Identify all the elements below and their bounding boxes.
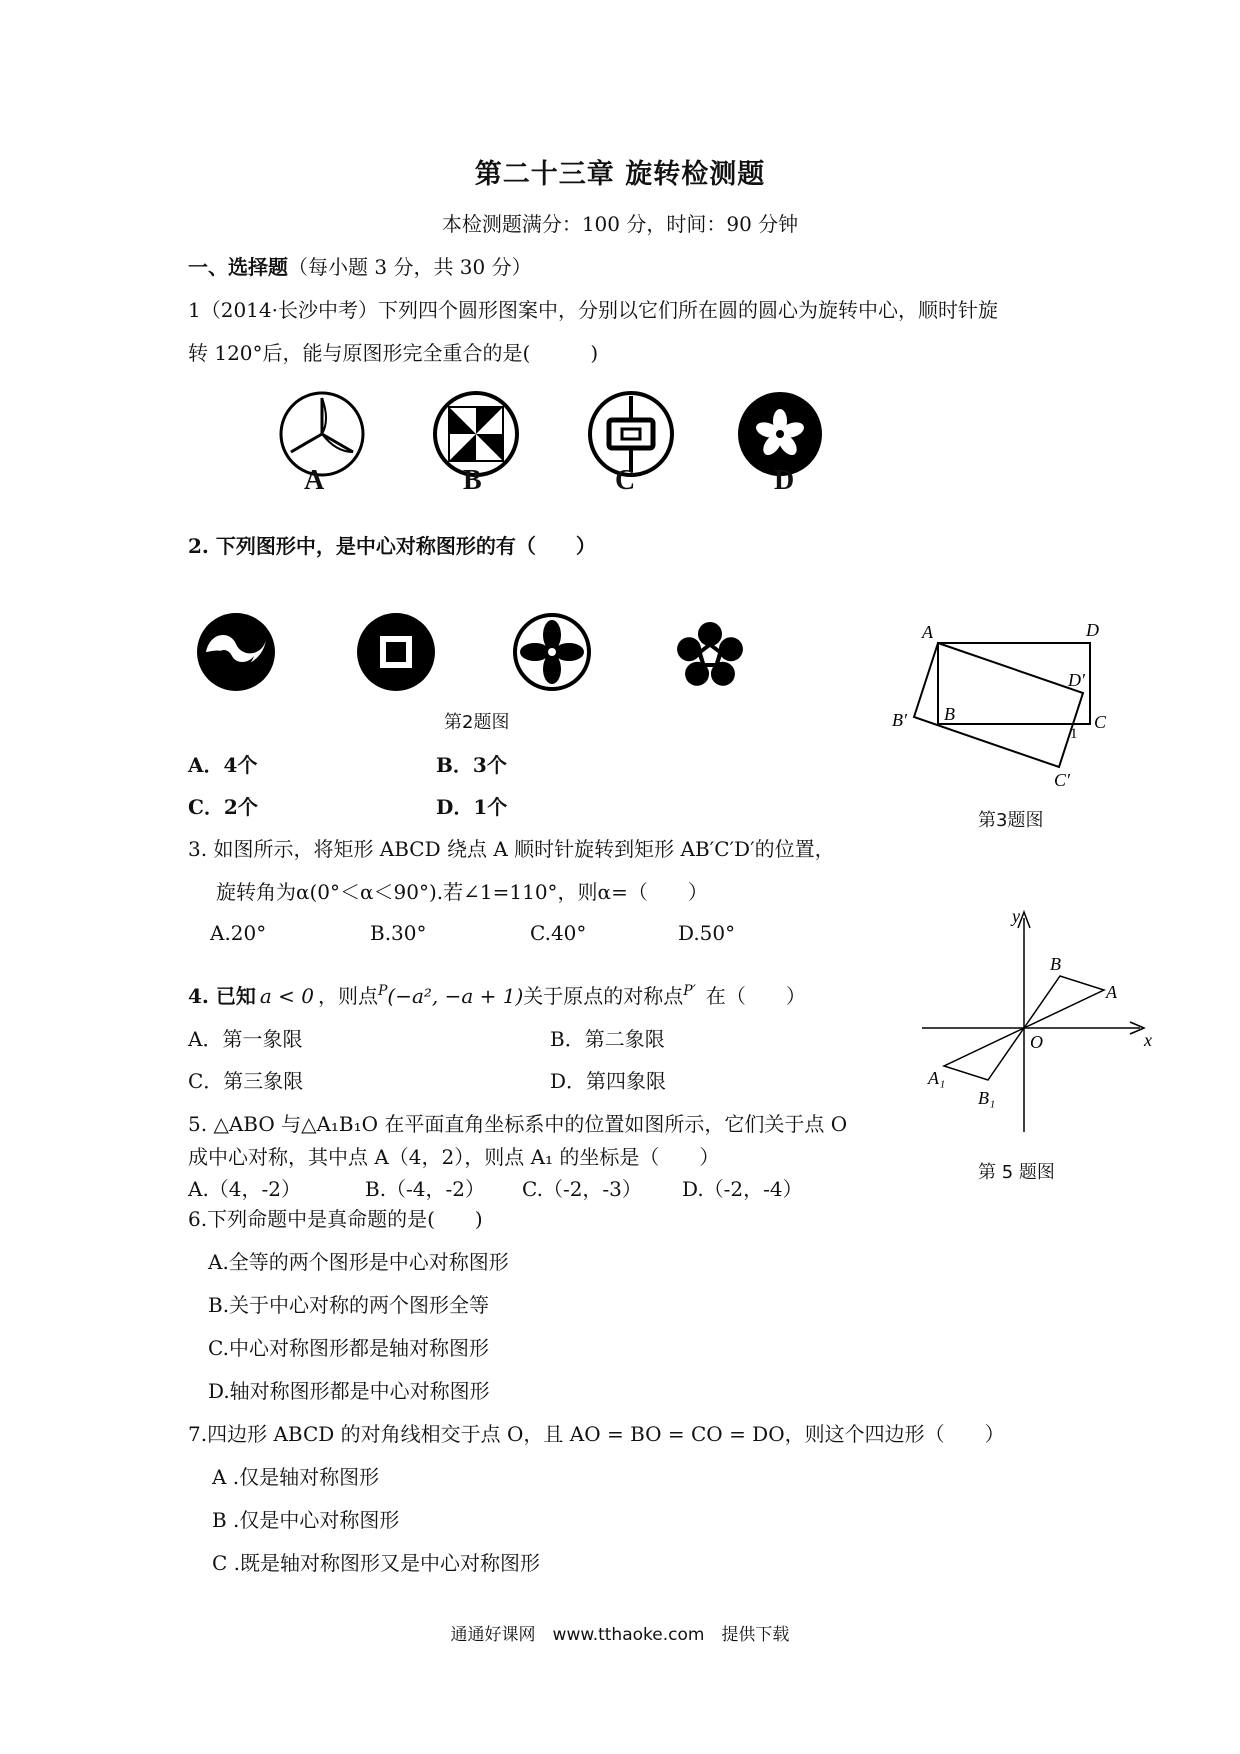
q2-stem: 2. 下列图形中，是中心对称图形的有（ ） — [188, 534, 596, 558]
q1-label-c: C — [615, 465, 636, 496]
q4-condition: a < 0 — [259, 984, 314, 1008]
q2-option-a: A．4个 — [188, 753, 258, 777]
q2-figure-3 — [512, 612, 592, 692]
q1-line1: 1（2014·长沙中考）下列四个圆形图案中，分别以它们所在圆的圆心为旋转中心，顺时针旋 — [188, 298, 998, 322]
q2-figure-2 — [356, 612, 436, 692]
q5-label-y: y — [1012, 906, 1020, 926]
q5-line2: 成中心对称，其中点 A（4，2），则点 A₁ 的坐标是（ ） — [188, 1145, 720, 1169]
q6-stem: 6.下列命题中是真命题的是( ) — [188, 1207, 483, 1231]
page-subtitle: 本检测题满分：100 分，时间：90 分钟 — [441, 212, 799, 236]
q7-option-b: B .仅是中心对称图形 — [212, 1508, 400, 1532]
q1-label-a: A — [304, 465, 325, 496]
q4-stem-a: 4. 已知 — [188, 984, 256, 1008]
q5-label-o: O — [1030, 1032, 1043, 1052]
q4-option-c: C．第三象限 — [188, 1069, 304, 1093]
q5-label-b1: B₁ — [978, 1088, 996, 1108]
q4-option-d: D．第四象限 — [550, 1069, 667, 1093]
section-heading-note: （每小题 3 分，共 30 分） — [288, 255, 532, 279]
page-footer: 通通好课网 www.tthaoke.com 提供下载 — [450, 1625, 790, 1645]
page-title: 第二十三章 旋转检测题 — [474, 159, 766, 190]
q3-option-a: A.20° — [210, 921, 267, 945]
q3-label-c: C — [1094, 712, 1107, 732]
q5-label-b: B — [1050, 954, 1061, 974]
q3-label-dp: D′ — [1068, 670, 1085, 690]
q4-point-pp: P′ — [683, 983, 696, 999]
q6-option-d: D.轴对称图形都是中心对称图形 — [208, 1379, 490, 1403]
q4-stem — [188, 980, 806, 1009]
q3-line2: 旋转角为α(0°＜α＜90°).若∠1=110°，则α=（ ） — [216, 880, 708, 904]
q5-option-c: C.（-2，-3） — [522, 1177, 642, 1201]
q2-option-c: C．2个 — [188, 795, 258, 819]
q7-option-a: A .仅是轴对称图形 — [212, 1465, 380, 1489]
q4-point-p: P — [377, 983, 388, 999]
q5-figure — [918, 908, 1158, 1138]
q6-option-b: B.关于中心对称的两个图形全等 — [208, 1293, 490, 1317]
q2-figure-1 — [196, 612, 276, 692]
q5-line1: 5. △ABO 与△A₁B₁O 在平面直角坐标系中的位置如图所示，它们关于点 O — [188, 1112, 848, 1136]
q4-coords: (−a², −a + 1) — [387, 984, 524, 1008]
q4-option-b: B．第二象限 — [550, 1027, 665, 1051]
q6-option-c: C.中心对称图形都是轴对称图形 — [208, 1336, 489, 1360]
q3-label-cp: C′ — [1054, 770, 1070, 790]
q2-option-b: B．3个 — [436, 753, 507, 777]
q1-line2: 转 120°后，能与原图形完全重合的是( ) — [188, 341, 599, 365]
q3-caption: 第3题图 — [978, 810, 1044, 831]
q3-label-b: B — [944, 704, 955, 724]
q5-label-x: x — [1144, 1030, 1152, 1050]
q3-label-bp: B′ — [892, 710, 907, 730]
q3-label-angle1: 1 — [1070, 726, 1078, 742]
q3-label-d: D — [1086, 620, 1099, 640]
q7-option-c: C .既是轴对称图形又是中心对称图形 — [212, 1551, 541, 1575]
q4-stem-d: 在（ ） — [705, 984, 806, 1008]
q5-label-a: A — [1106, 982, 1117, 1002]
q2-caption: 第2题图 — [444, 712, 510, 733]
q1-label-b: B — [463, 465, 482, 496]
section-heading — [188, 251, 532, 280]
q5-caption: 第 5 题图 — [978, 1162, 1055, 1183]
q2-figure-4 — [672, 616, 748, 692]
q3-option-d: D.50° — [678, 921, 736, 945]
q3-option-b: B.30° — [370, 921, 427, 945]
q6-option-a: A.全等的两个图形是中心对称图形 — [208, 1250, 509, 1274]
q5-option-a: A.（4，-2） — [188, 1177, 302, 1201]
q4-option-a: A．第一象限 — [188, 1027, 303, 1051]
q5-label-a1: A₁ — [928, 1068, 946, 1088]
q3-label-a: A — [922, 622, 933, 642]
q4-stem-c: 关于原点的对称点 — [523, 984, 684, 1008]
section-heading-label: 一、选择题 — [188, 255, 288, 279]
q3-line1: 3. 如图所示，将矩形 ABCD 绕点 A 顺时针旋转到矩形 AB′C′D′的位置， — [188, 837, 835, 861]
q5-option-b: B.（-4，-2） — [365, 1177, 486, 1201]
q3-figure — [890, 620, 1160, 800]
q5-option-d: D.（-2，-4） — [682, 1177, 803, 1201]
q3-option-c: C.40° — [530, 921, 587, 945]
q1-label-d: D — [774, 465, 795, 496]
q2-option-d: D．1个 — [436, 795, 508, 819]
q4-stem-b: ，则点 — [317, 984, 378, 1008]
q7-stem: 7.四边形 ABCD 的对角线相交于点 O，且 AO = BO = CO = DO，则这个四边形（ ） — [188, 1422, 1005, 1446]
